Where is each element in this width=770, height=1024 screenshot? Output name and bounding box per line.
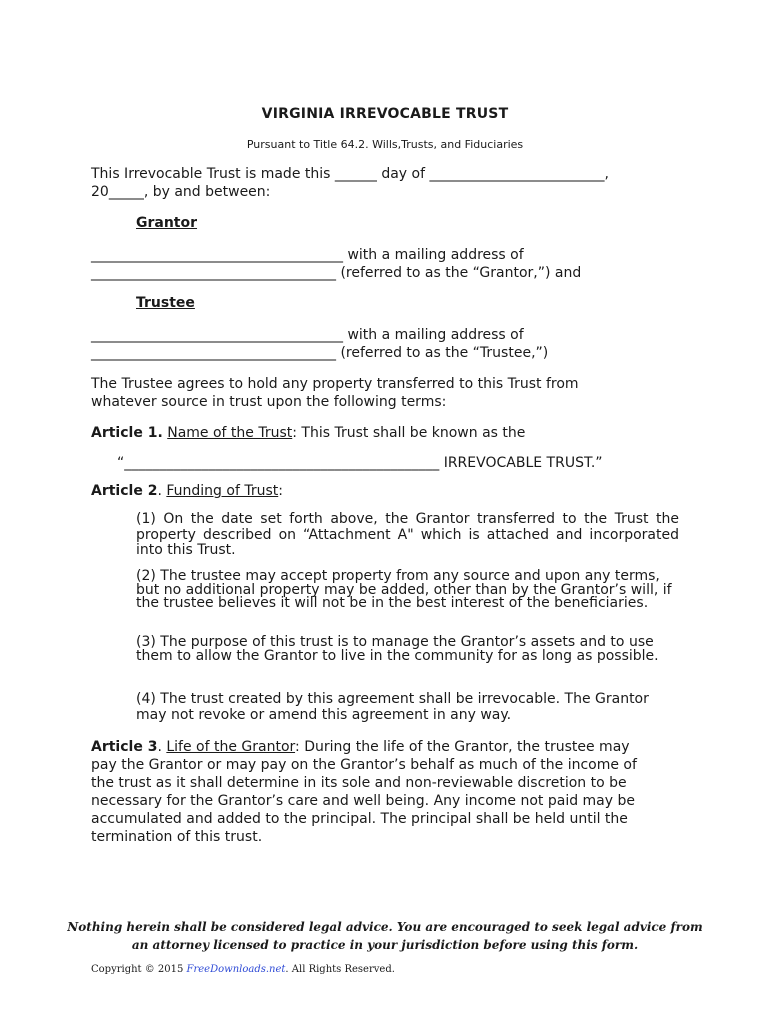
article-2-item-3: (3) The purpose of this trust is to manage the Grantor’s assets and to use them to allow the Grantor to live in the community for as long as possible.	[136, 634, 659, 664]
article-3-line-2: pay the Grantor or may pay on the Grantor’s behalf as much of the income of	[91, 757, 637, 773]
article-3-sep: .	[157, 739, 167, 755]
document-subtitle: Pursuant to Title 64.2. Wills,Trusts, and Fiduciaries	[246, 138, 524, 151]
trustee-heading: Trustee	[136, 295, 195, 311]
terms-paragraph	[91, 375, 686, 411]
disclaimer-line-1: Nothing herein shall be considered legal advice. You are encouraged to seek legal advice from	[67, 920, 703, 934]
article-3-line-3: the trust as it shall determine in its sole and non-reviewable discretion to be	[91, 775, 627, 791]
terms-line-1: The Trustee agrees to hold any property transferred to this Trust from	[91, 376, 579, 392]
grantor-line-2: ___________________________________ (referred to as the “Grantor,”) and	[91, 265, 582, 281]
trustee-block	[91, 326, 686, 362]
article-3-line-4: necessary for the Grantor’s care and well being. Any income not paid may be	[91, 793, 635, 809]
trustee-line-1: ____________________________________ with a mailing address of	[91, 327, 524, 343]
article-1-text: : This Trust shall be known as the	[292, 425, 526, 441]
copyright-link[interactable]: FreeDownloads.net	[186, 964, 286, 975]
article-3-line-1: : During the life of the Grantor, the trustee may	[295, 739, 630, 755]
trustee-line-2: ___________________________________ (referred to as the “Trustee,”)	[91, 345, 549, 361]
article-1-label: Article 1.	[91, 425, 163, 441]
article-2-item-2: (2) The trustee may accept property from any source and upon any terms, but no additional property may be added, other than by the Grantor’s will, if the trustee believes it will not be in the best interest of the beneficiaries.	[136, 568, 672, 611]
article-2-sep: .	[157, 483, 167, 499]
article-2-title: Funding of Trust	[166, 483, 279, 499]
intro-line-1: This Irrevocable Trust is made this ______ day of _________________________,	[91, 166, 609, 182]
article-3-line-6: termination of this trust.	[91, 829, 263, 845]
copyright-prefix: Copyright © 2015	[91, 964, 187, 975]
article-1	[91, 424, 686, 442]
grantor-block	[91, 246, 686, 282]
intro-line-2: 20_____, by and between:	[91, 184, 271, 200]
article-2-label: Article 2	[91, 483, 158, 499]
grantor-line-1: ____________________________________ with a mailing address of	[91, 247, 524, 263]
article-1-title: Name of the Trust	[167, 425, 293, 441]
disclaimer-line-2: an attorney licensed to practice in your jurisdiction before using this form.	[131, 938, 639, 952]
article-2-item-1: (1) On the date set forth above, the Grantor transferred to the Trust the property described on “Attachment A" which is attached and incorporated into this Trust.	[136, 511, 679, 558]
article-2-colon: :	[278, 483, 283, 499]
article-2-header	[91, 482, 686, 500]
article-2-item-4: (4) The trust created by this agreement shall be irrevocable. The Grantor may not revoke or amend this agreement in any way.	[136, 691, 649, 723]
article-3-title: Life of the Grantor	[166, 739, 296, 755]
document-title: VIRGINIA IRREVOCABLE TRUST	[261, 106, 509, 122]
legal-disclaimer	[0, 918, 770, 954]
article-3-line-5: accumulated and added to the principal. The principal shall be held until the	[91, 811, 628, 827]
copyright-notice	[91, 964, 395, 975]
article-3	[91, 738, 686, 846]
article-3-label: Article 3	[91, 739, 158, 755]
grantor-heading: Grantor	[136, 215, 198, 231]
intro-paragraph	[91, 165, 686, 201]
terms-line-2: whatever source in trust upon the following terms:	[91, 394, 447, 410]
trust-name-line: “_____________________________________________ IRREVOCABLE TRUST.”	[117, 455, 603, 471]
copyright-suffix: . All Rights Reserved.	[285, 964, 395, 975]
